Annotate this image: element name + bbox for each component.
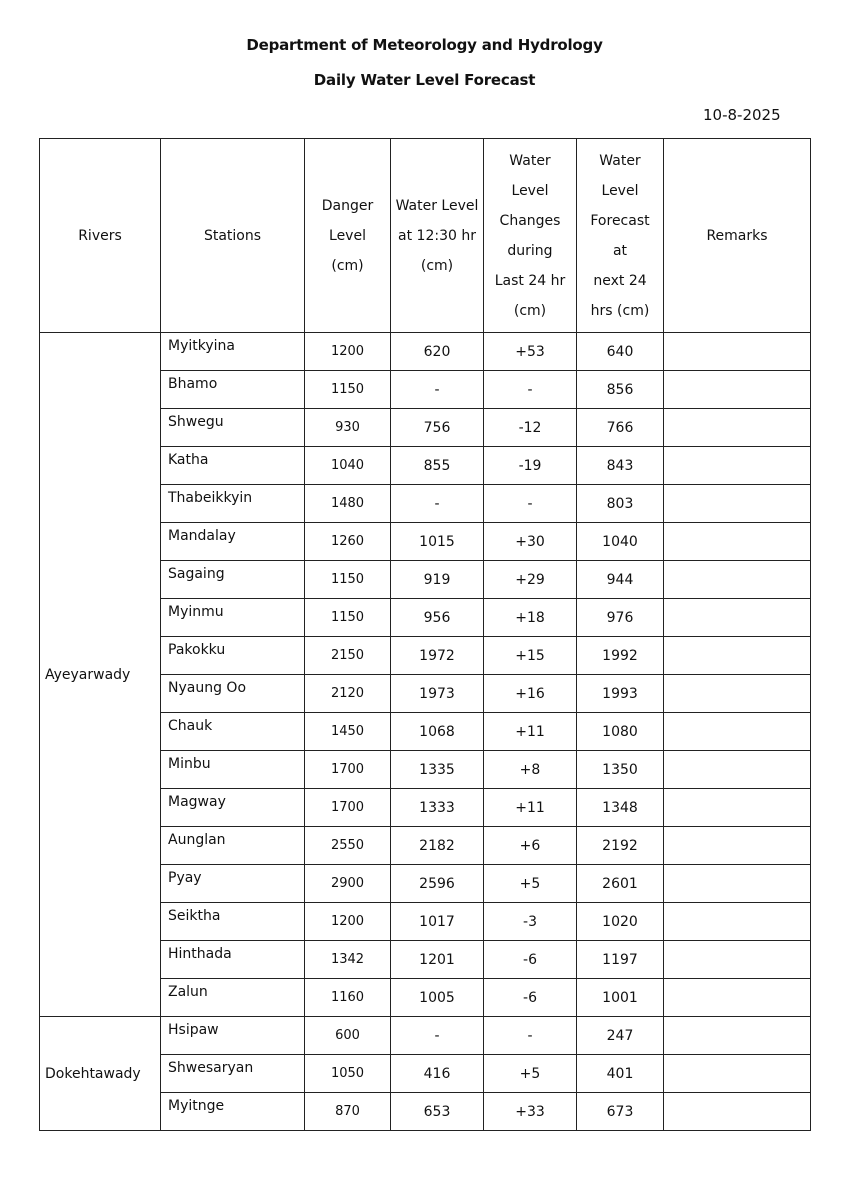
forecast-cell: 1080: [577, 713, 664, 751]
level-change-cell: +6: [484, 827, 577, 865]
header-danger-level: [305, 139, 391, 333]
remarks-cell: [664, 789, 811, 827]
remarks-cell: [664, 371, 811, 409]
level-change-cell: +11: [484, 713, 577, 751]
remarks-cell: [664, 523, 811, 561]
danger-level-cell: 1150: [305, 561, 391, 599]
station-name-cell: Sagaing: [161, 561, 305, 599]
station-name-cell: Bhamo: [161, 371, 305, 409]
danger-level-cell: 870: [305, 1093, 391, 1131]
water-level-cell: -: [391, 485, 484, 523]
remarks-cell: [664, 1055, 811, 1093]
danger-level-cell: 1700: [305, 751, 391, 789]
header-text-line: Water: [599, 152, 641, 169]
header-text-line: Level: [511, 182, 549, 199]
danger-level-cell: 1200: [305, 333, 391, 371]
header-text-line: Stations: [203, 227, 262, 244]
remarks-cell: [664, 865, 811, 903]
danger-level-cell: 1450: [305, 713, 391, 751]
water-level-cell: 620: [391, 333, 484, 371]
station-name-cell: Aunglan: [161, 827, 305, 865]
water-level-cell: 1335: [391, 751, 484, 789]
header-water-level: [391, 139, 484, 333]
table-row: [40, 333, 811, 371]
danger-level-cell: 2150: [305, 637, 391, 675]
station-name-cell: Magway: [161, 789, 305, 827]
forecast-cell: 843: [577, 447, 664, 485]
header-text-line: Forecast: [590, 212, 650, 229]
river-name-cell: Dokehtawady: [40, 1017, 161, 1131]
station-name-cell: Hinthada: [161, 941, 305, 979]
header-text-line: Water: [509, 152, 551, 169]
forecast-cell: 1020: [577, 903, 664, 941]
station-name-cell: Pakokku: [161, 637, 305, 675]
header-text-line: Rivers: [78, 227, 122, 244]
station-name-cell: Mandalay: [161, 523, 305, 561]
forecast-table: [39, 138, 811, 1131]
header-text-line: Changes: [499, 212, 561, 229]
remarks-cell: [664, 409, 811, 447]
water-level-cell: -: [391, 1017, 484, 1055]
water-level-cell: 756: [391, 409, 484, 447]
forecast-cell: 766: [577, 409, 664, 447]
forecast-cell: 1993: [577, 675, 664, 713]
level-change-cell: +33: [484, 1093, 577, 1131]
level-change-cell: +53: [484, 333, 577, 371]
water-level-cell: 416: [391, 1055, 484, 1093]
danger-level-cell: 1260: [305, 523, 391, 561]
level-change-cell: -12: [484, 409, 577, 447]
forecast-cell: 803: [577, 485, 664, 523]
level-change-cell: +29: [484, 561, 577, 599]
header-text-line: Remarks: [706, 227, 768, 244]
danger-level-cell: 2900: [305, 865, 391, 903]
remarks-cell: [664, 485, 811, 523]
forecast-cell: 1040: [577, 523, 664, 561]
danger-level-cell: 1342: [305, 941, 391, 979]
header-level-changes: [484, 139, 577, 333]
remarks-cell: [664, 713, 811, 751]
station-name-cell: Myitkyina: [161, 333, 305, 371]
level-change-cell: -6: [484, 979, 577, 1017]
water-level-cell: 1068: [391, 713, 484, 751]
remarks-cell: [664, 751, 811, 789]
document-title: Daily Water Level Forecast: [313, 71, 536, 89]
station-name-cell: Pyay: [161, 865, 305, 903]
water-level-cell: 1972: [391, 637, 484, 675]
header-text-line: (cm): [420, 257, 454, 274]
header-stations: [161, 139, 305, 333]
station-name-cell: Katha: [161, 447, 305, 485]
station-name-cell: Nyaung Oo: [161, 675, 305, 713]
station-name-cell: Zalun: [161, 979, 305, 1017]
level-change-cell: +30: [484, 523, 577, 561]
level-change-cell: -: [484, 1017, 577, 1055]
forecast-cell: 247: [577, 1017, 664, 1055]
remarks-cell: [664, 561, 811, 599]
water-level-cell: 1017: [391, 903, 484, 941]
remarks-cell: [664, 941, 811, 979]
level-change-cell: -19: [484, 447, 577, 485]
station-name-cell: Chauk: [161, 713, 305, 751]
forecast-cell: 401: [577, 1055, 664, 1093]
water-level-cell: 956: [391, 599, 484, 637]
header-text-line: Danger: [321, 197, 374, 214]
water-level-cell: 1333: [391, 789, 484, 827]
danger-level-cell: 1200: [305, 903, 391, 941]
station-name-cell: Thabeikkyin: [161, 485, 305, 523]
water-level-cell: 653: [391, 1093, 484, 1131]
header-text-line: Level: [601, 182, 639, 199]
forecast-date: 10-8-2025: [703, 106, 781, 124]
station-name-cell: Shwegu: [161, 409, 305, 447]
header-remarks: [664, 139, 811, 333]
header-text-line: Water Level: [395, 197, 479, 214]
header-text-line: Level: [329, 227, 366, 244]
danger-level-cell: 1480: [305, 485, 391, 523]
water-level-cell: -: [391, 371, 484, 409]
water-level-cell: 919: [391, 561, 484, 599]
level-change-cell: +16: [484, 675, 577, 713]
remarks-cell: [664, 675, 811, 713]
station-name-cell: Seiktha: [161, 903, 305, 941]
remarks-cell: [664, 903, 811, 941]
remarks-cell: [664, 827, 811, 865]
table-body: [40, 333, 811, 1131]
danger-level-cell: 930: [305, 409, 391, 447]
header-level-forecast: [577, 139, 664, 333]
danger-level-cell: 1700: [305, 789, 391, 827]
forecast-cell: 1350: [577, 751, 664, 789]
level-change-cell: +5: [484, 1055, 577, 1093]
forecast-cell: 673: [577, 1093, 664, 1131]
forecast-cell: 976: [577, 599, 664, 637]
department-title: Department of Meteorology and Hydrology: [246, 36, 603, 54]
level-change-cell: +8: [484, 751, 577, 789]
remarks-cell: [664, 333, 811, 371]
danger-level-cell: 600: [305, 1017, 391, 1055]
forecast-cell: 1348: [577, 789, 664, 827]
table-header-row: [40, 139, 811, 333]
level-change-cell: +15: [484, 637, 577, 675]
danger-level-cell: 1150: [305, 599, 391, 637]
water-level-cell: 1201: [391, 941, 484, 979]
remarks-cell: [664, 1093, 811, 1131]
remarks-cell: [664, 979, 811, 1017]
header-rivers: [40, 139, 161, 333]
water-level-cell: 1973: [391, 675, 484, 713]
station-name-cell: Hsipaw: [161, 1017, 305, 1055]
header-text-line: (cm): [513, 302, 547, 319]
river-name-cell: Ayeyarwady: [40, 333, 161, 1017]
station-name-cell: Myitnge: [161, 1093, 305, 1131]
water-level-cell: 2596: [391, 865, 484, 903]
station-name-cell: Minbu: [161, 751, 305, 789]
forecast-cell: 1197: [577, 941, 664, 979]
forecast-cell: 640: [577, 333, 664, 371]
water-level-cell: 2182: [391, 827, 484, 865]
danger-level-cell: 2550: [305, 827, 391, 865]
level-change-cell: +11: [484, 789, 577, 827]
level-change-cell: -3: [484, 903, 577, 941]
header-text-line: Last 24 hr: [494, 272, 566, 289]
level-change-cell: -: [484, 371, 577, 409]
remarks-cell: [664, 637, 811, 675]
level-change-cell: -6: [484, 941, 577, 979]
station-name-cell: Myinmu: [161, 599, 305, 637]
forecast-cell: 2601: [577, 865, 664, 903]
danger-level-cell: 2120: [305, 675, 391, 713]
header-text-line: (cm): [331, 257, 364, 274]
remarks-cell: [664, 1017, 811, 1055]
table-row: [40, 1017, 811, 1055]
level-change-cell: +5: [484, 865, 577, 903]
forecast-cell: 1992: [577, 637, 664, 675]
remarks-cell: [664, 599, 811, 637]
station-name-cell: Shwesaryan: [161, 1055, 305, 1093]
level-change-cell: +18: [484, 599, 577, 637]
remarks-cell: [664, 447, 811, 485]
danger-level-cell: 1150: [305, 371, 391, 409]
water-level-cell: 1005: [391, 979, 484, 1017]
forecast-cell: 944: [577, 561, 664, 599]
header-text-line: at 12:30 hr: [398, 227, 476, 244]
water-level-cell: 1015: [391, 523, 484, 561]
level-change-cell: -: [484, 485, 577, 523]
forecast-cell: 856: [577, 371, 664, 409]
header-text-line: hrs (cm): [590, 302, 650, 319]
header-text-line: during: [507, 242, 553, 259]
danger-level-cell: 1040: [305, 447, 391, 485]
header-text-line: next 24: [593, 272, 647, 289]
header-text-line: at: [612, 242, 628, 259]
forecast-cell: 2192: [577, 827, 664, 865]
water-level-cell: 855: [391, 447, 484, 485]
danger-level-cell: 1050: [305, 1055, 391, 1093]
danger-level-cell: 1160: [305, 979, 391, 1017]
forecast-cell: 1001: [577, 979, 664, 1017]
